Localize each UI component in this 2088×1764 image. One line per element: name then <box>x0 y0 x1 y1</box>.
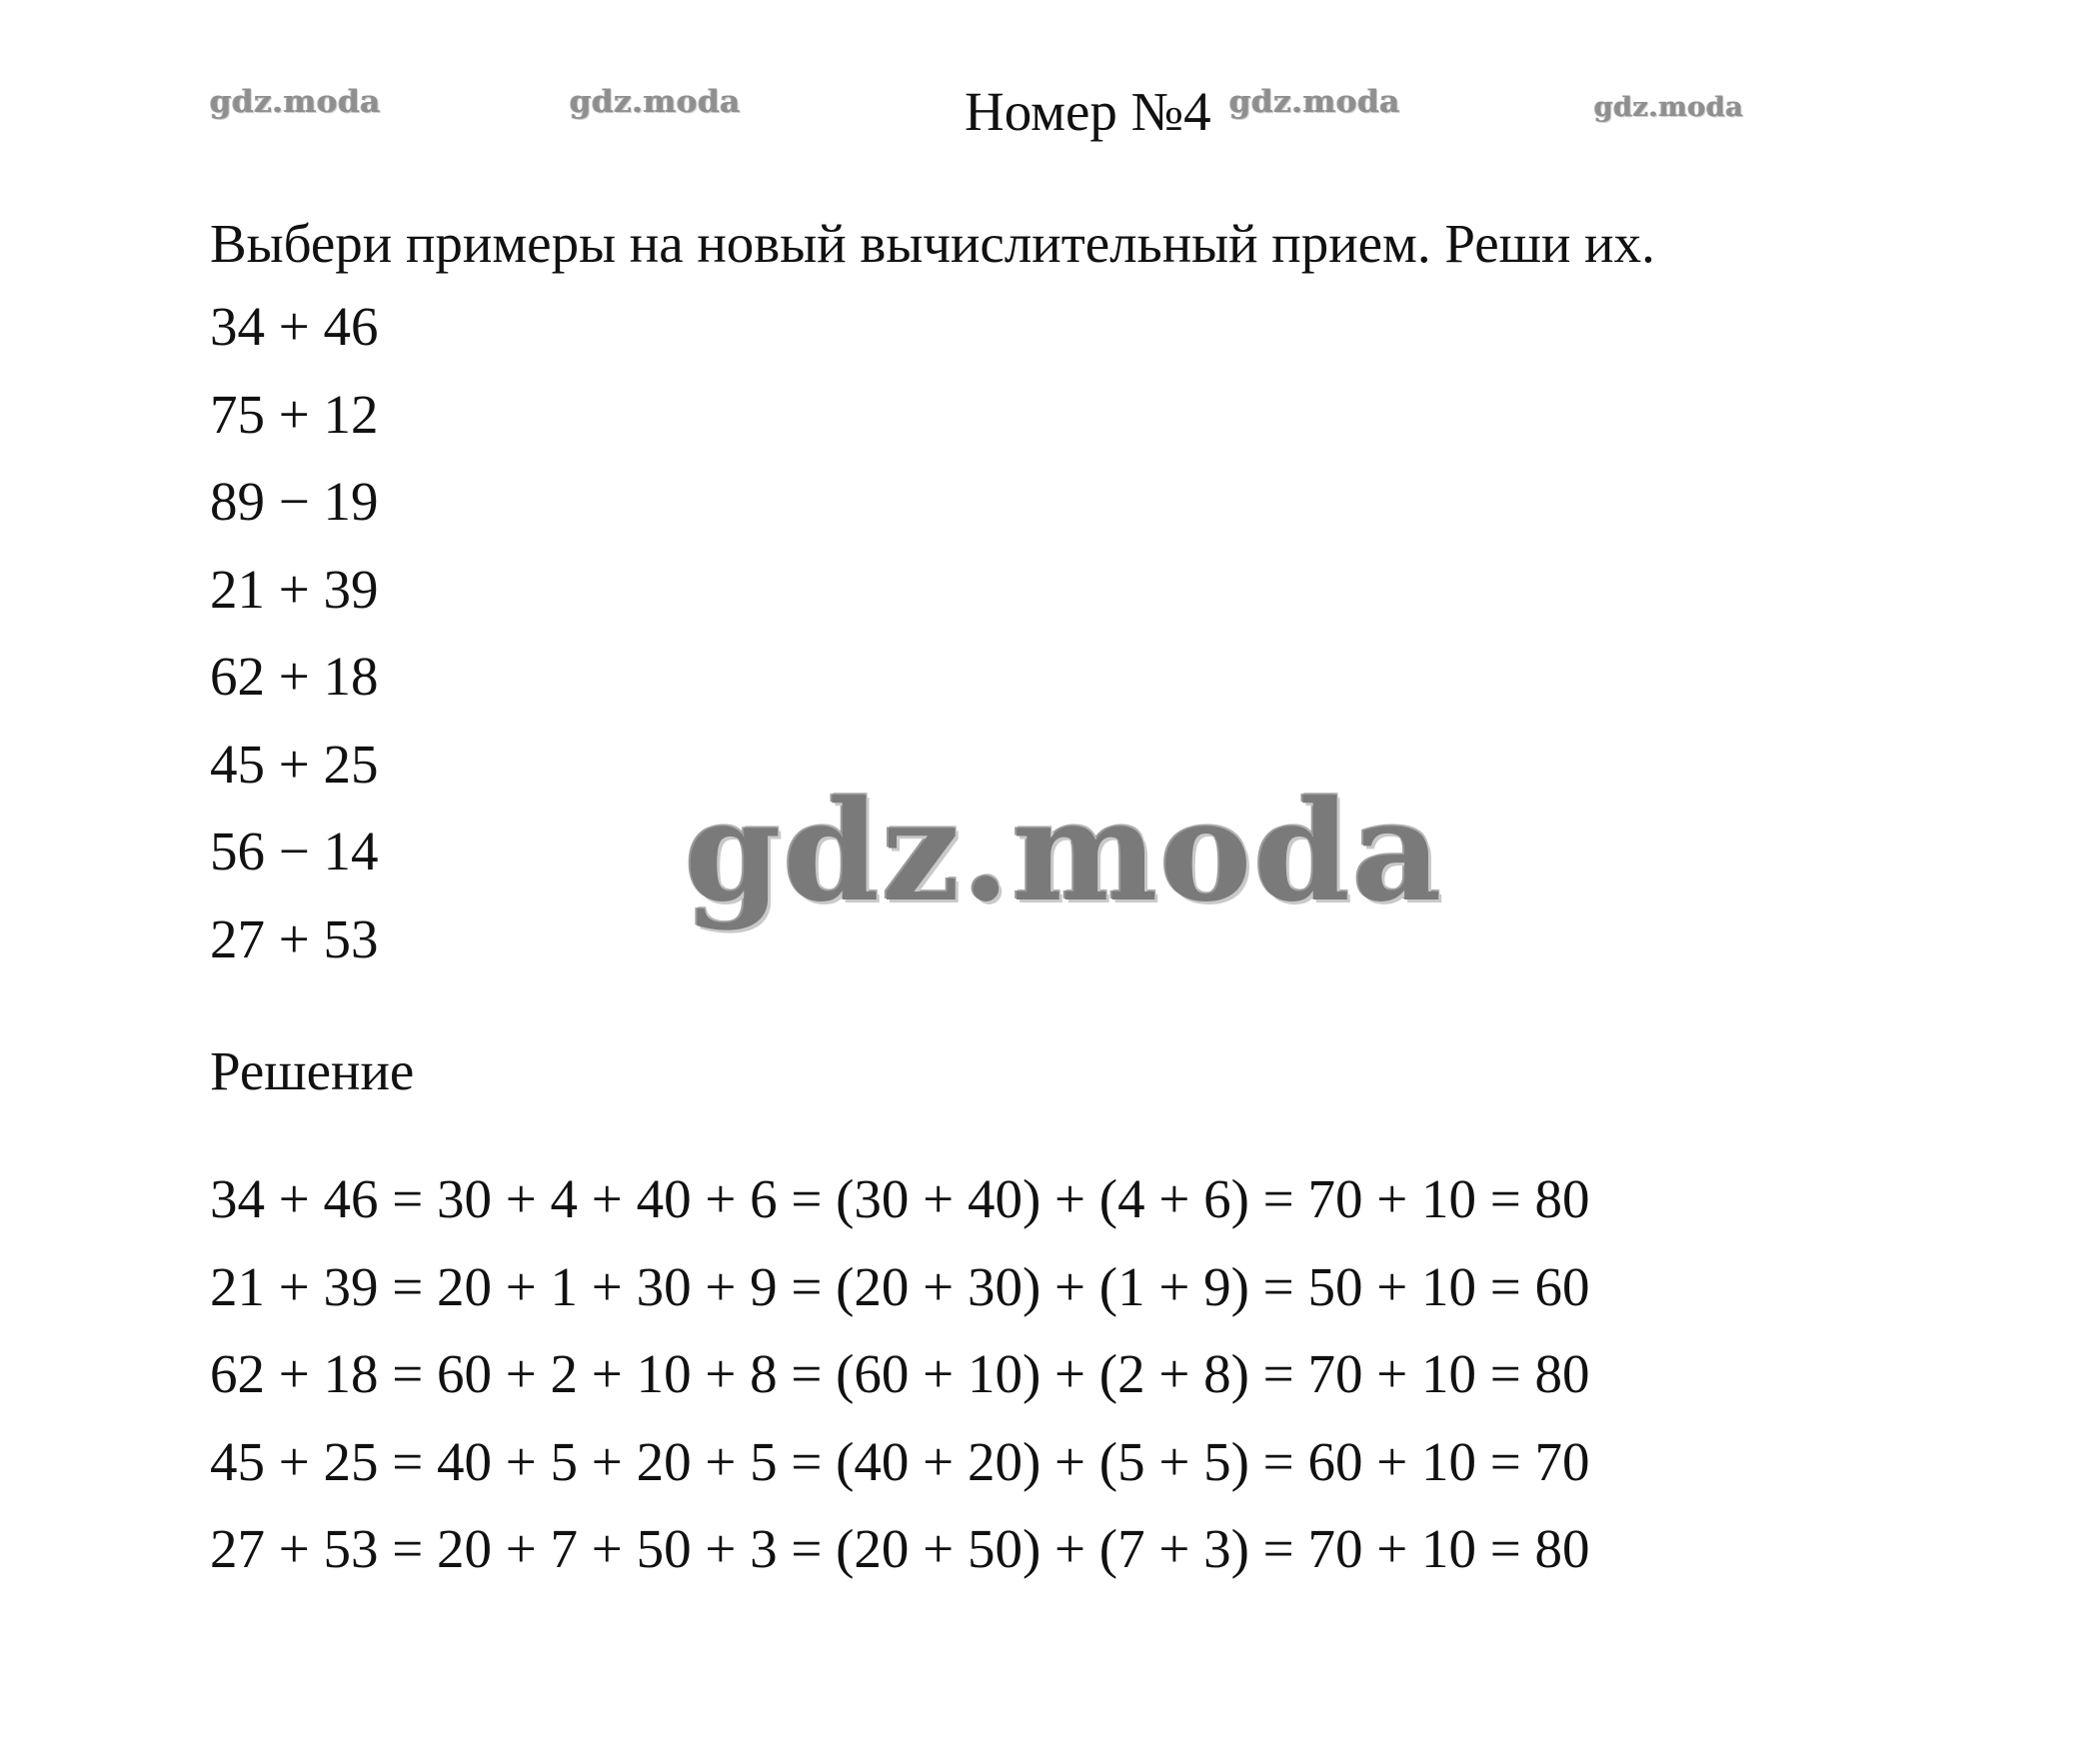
watermark-top-4: gdz.moda <box>1594 92 1744 123</box>
solution-line: 45 + 25 = 40 + 5 + 20 + 5 = (40 + 20) + (5 + 5) = 60 + 10 = 70 <box>210 1430 1590 1492</box>
example-item: 62 + 18 <box>210 646 379 707</box>
examples-list <box>210 295 379 994</box>
example-item: 21 + 39 <box>210 558 379 620</box>
example-item: 56 − 14 <box>210 821 379 882</box>
solution-line: 62 + 18 = 60 + 2 + 10 + 8 = (60 + 10) + (2 + 8) = 70 + 10 = 80 <box>210 1343 1590 1404</box>
solution-line: 34 + 46 = 30 + 4 + 40 + 6 = (30 + 40) + (4 + 6) = 70 + 10 = 80 <box>210 1168 1590 1229</box>
page-title: Номер №4 <box>965 81 1211 142</box>
solutions-list <box>210 1167 1589 1605</box>
watermark-top-1: gdz.moda <box>210 84 381 120</box>
example-item: 45 + 25 <box>210 733 379 795</box>
watermark-top-2: gdz.moda <box>570 84 741 120</box>
task-text: Выбери примеры на новый вычислительный прием. Реши их. <box>210 213 1655 274</box>
solution-line: 27 + 53 = 20 + 7 + 50 + 3 = (20 + 50) + (7 + 3) = 70 + 10 = 80 <box>210 1518 1590 1579</box>
example-item: 75 + 12 <box>210 383 379 445</box>
example-item: 89 − 19 <box>210 471 379 532</box>
solution-heading: Решение <box>210 1040 415 1101</box>
example-item: 34 + 46 <box>210 296 379 357</box>
watermark-center: gdz.moda <box>685 770 1444 932</box>
watermark-top-3: gdz.moda <box>1229 84 1400 120</box>
solution-line: 21 + 39 = 20 + 1 + 30 + 9 = (20 + 30) + (1 + 9) = 50 + 10 = 60 <box>210 1255 1590 1317</box>
example-item: 27 + 53 <box>210 907 379 969</box>
